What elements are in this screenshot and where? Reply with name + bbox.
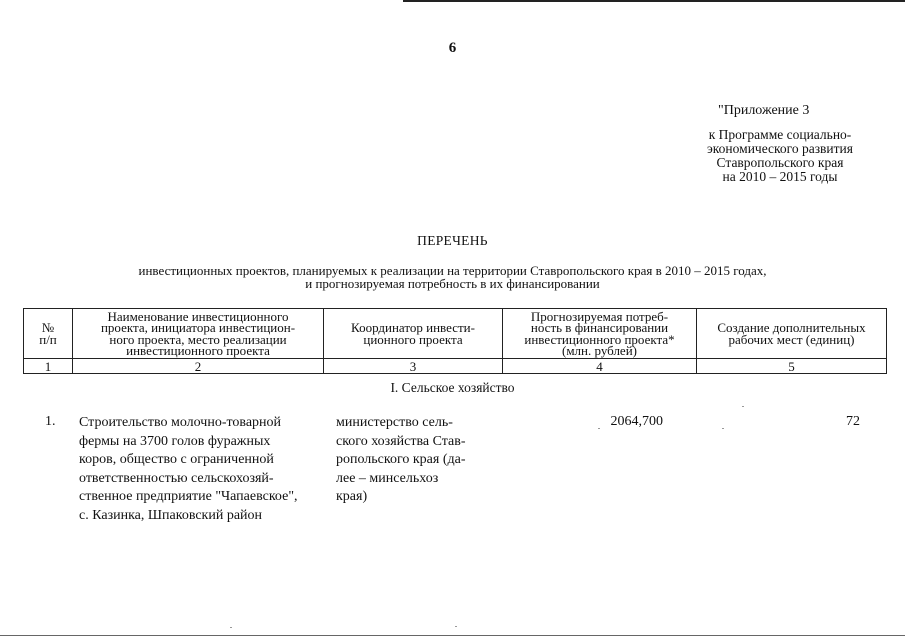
section-title: I. Сельское хозяйство (390, 380, 515, 395)
column-header-financing: Прогнозируемая потреб- ность в финансировании инвестиционного проекта* (млн. рублей) (503, 309, 697, 359)
appendix-reference (660, 128, 900, 184)
column-header-project-name: Наименование инвестиционного проекта, инициатора инвестицион- ного проекта, место реализации инвестиционного проекта (73, 309, 324, 359)
column-number: 3 (324, 359, 503, 374)
scan-border-top (403, 0, 905, 2)
column-header-coordinator: Координатор инвести- ционного проекта (324, 309, 503, 359)
scan-border-bottom (0, 635, 905, 636)
row-jobs: 72 (846, 414, 860, 429)
row-coordinator: министерство сель- ского хозяйства Став- ропольского края (да- лее – минсельхоз края) (336, 415, 466, 504)
row-project-name: Строительство молочно-товарной фермы на 3700 голов фуражных коров, общество с ограниченной ответственностью сельскохозяй- ственное предприятие "Чапаевское", с. Казинка, Шпаковский район (79, 415, 298, 523)
column-number: 1 (24, 359, 73, 374)
column-number: 4 (503, 359, 697, 374)
column-header-number: № п/п (24, 309, 73, 359)
appendix-line: к Программе социально- (708, 127, 852, 142)
appendix-line: на 2010 – 2015 годы (722, 169, 838, 184)
scan-speck (230, 627, 232, 628)
appendix-title: "Приложение 3 (718, 103, 810, 118)
appendix-line: экономического развития (707, 141, 853, 156)
row-financing: 2064,700 (610, 414, 663, 429)
scan-speck (722, 428, 724, 429)
scan-speck (742, 406, 744, 407)
subtitle-line: и прогнозируемая потребность в их финансировании (305, 276, 600, 291)
column-number: 5 (697, 359, 887, 374)
row-number: 1. (45, 414, 56, 429)
column-header-jobs: Создание дополнительных рабочих мест (единиц) (697, 309, 887, 359)
document-heading: ПЕРЕЧЕНЬ (417, 233, 488, 248)
scan-speck (455, 626, 457, 627)
page-number: 6 (448, 40, 457, 56)
projects-table (23, 308, 887, 374)
document-subtitle (20, 264, 885, 290)
table-header-row (24, 309, 887, 359)
appendix-line: Ставропольского края (716, 155, 844, 170)
column-number: 2 (73, 359, 324, 374)
subtitle-line: инвестиционных проектов, планируемых к реализации на территории Ставропольского края в 2010 – 2015 годах, (138, 263, 767, 278)
column-numbers-row (24, 359, 887, 374)
